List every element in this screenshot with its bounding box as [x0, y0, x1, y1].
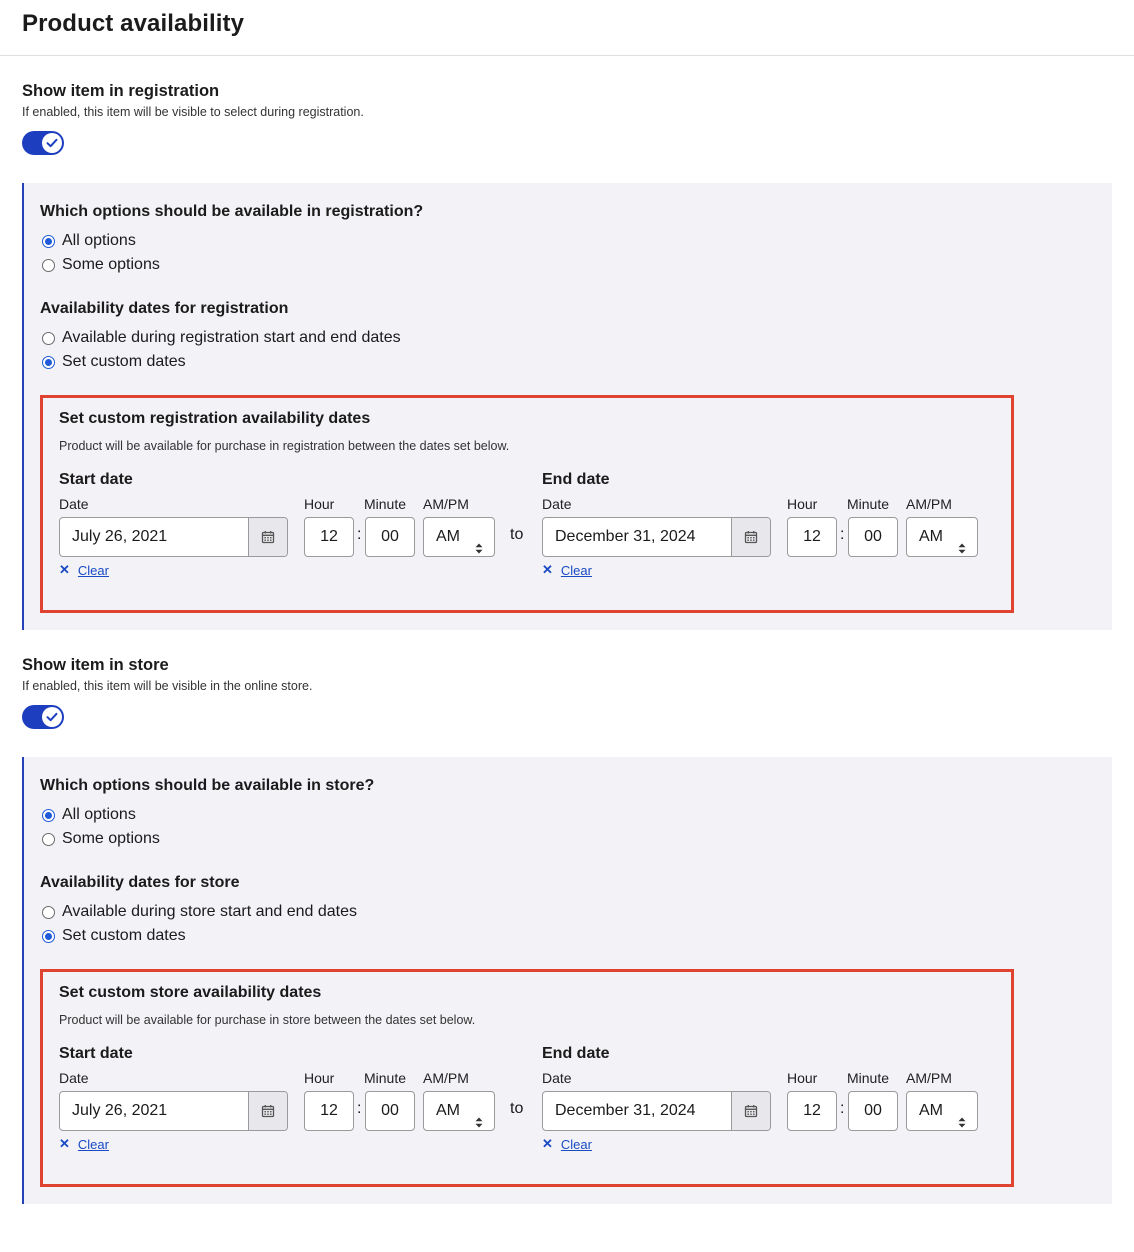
- calendar-icon[interactable]: [731, 518, 770, 556]
- radio-label: Available during registration start and end dates: [62, 329, 401, 346]
- time-separator: :: [357, 1100, 362, 1117]
- end-hour-label: Hour: [787, 496, 818, 512]
- start-date-value[interactable]: July 26, 2021: [72, 1102, 168, 1119]
- to-separator: to: [510, 526, 524, 543]
- close-icon: ✕: [59, 1136, 70, 1151]
- radio-indicator[interactable]: [42, 906, 55, 919]
- start-ampm-label: AM/PM: [423, 1070, 469, 1086]
- radio-indicator[interactable]: [42, 356, 55, 369]
- start-minute-label: Minute: [364, 1070, 407, 1086]
- end-minute-label: Minute: [847, 1070, 890, 1086]
- custom-dates-title: Set custom registration availability dates: [59, 410, 371, 427]
- radio-indicator[interactable]: [42, 833, 55, 846]
- title-divider: [0, 55, 1134, 56]
- radio-store-dates[interactable]: [42, 903, 357, 921]
- end-date-input[interactable]: [542, 1091, 771, 1131]
- end-clear-button[interactable]: [542, 1136, 592, 1152]
- radio-label: Some options: [62, 256, 160, 273]
- radio-indicator[interactable]: [42, 259, 55, 272]
- radio-indicator[interactable]: [42, 809, 55, 822]
- store-options-question: Which options should be available in store?: [40, 777, 375, 794]
- custom-dates-box: [40, 395, 1014, 613]
- end-minute-input[interactable]: 00: [848, 1091, 898, 1131]
- clear-link[interactable]: Clear: [77, 562, 109, 578]
- end-hour-input[interactable]: 12: [787, 1091, 837, 1131]
- start-ampm-value: AM: [436, 528, 460, 545]
- sort-arrows-icon: [958, 1105, 966, 1143]
- start-ampm-value: AM: [436, 1102, 460, 1119]
- end-date-value[interactable]: December 31, 2024: [555, 528, 696, 545]
- end-minute-label: Minute: [847, 496, 890, 512]
- radio-label: All options: [62, 806, 136, 823]
- sort-arrows-icon: [958, 531, 966, 569]
- clear-link[interactable]: Clear: [77, 1136, 109, 1152]
- to-separator: to: [510, 1100, 524, 1117]
- end-ampm-label: AM/PM: [906, 1070, 952, 1086]
- check-icon: [42, 133, 62, 153]
- radio-indicator[interactable]: [42, 930, 55, 943]
- start-minute-label: Minute: [364, 496, 407, 512]
- registration-options-question: Which options should be available in registration?: [40, 203, 424, 220]
- start-ampm-select[interactable]: [423, 517, 495, 557]
- registration-toggle-help: If enabled, this item will be visible to select during registration.: [22, 105, 364, 119]
- custom-dates-help: Product will be available for purchase in store between the dates set below.: [59, 1013, 476, 1027]
- custom-dates-title: Set custom store availability dates: [59, 984, 322, 1001]
- start-hour-input[interactable]: 12: [304, 1091, 354, 1131]
- calendar-icon[interactable]: [731, 1092, 770, 1130]
- start-hour-label: Hour: [304, 1070, 335, 1086]
- clear-link[interactable]: Clear: [560, 1136, 592, 1152]
- start-minute-input[interactable]: 00: [365, 517, 415, 557]
- clear-link[interactable]: Clear: [560, 562, 592, 578]
- store-toggle[interactable]: [22, 705, 64, 729]
- radio-custom-dates[interactable]: [42, 927, 186, 945]
- start-minute-input[interactable]: 00: [365, 1091, 415, 1131]
- end-date-heading: End date: [542, 471, 610, 488]
- start-ampm-label: AM/PM: [423, 496, 469, 512]
- radio-indicator[interactable]: [42, 235, 55, 248]
- registration-dates-question: Availability dates for registration: [40, 300, 289, 317]
- registration-options-panel: [22, 183, 1112, 630]
- radio-label: All options: [62, 232, 136, 249]
- radio-all-options[interactable]: [42, 806, 136, 824]
- start-clear-button[interactable]: [59, 562, 109, 578]
- end-ampm-select[interactable]: [906, 517, 978, 557]
- store-toggle-label: Show item in store: [22, 656, 169, 674]
- start-ampm-select[interactable]: [423, 1091, 495, 1131]
- radio-all-options[interactable]: [42, 232, 136, 250]
- sort-arrows-icon: [475, 531, 483, 569]
- store-options-panel: [22, 757, 1112, 1204]
- end-minute-input[interactable]: 00: [848, 517, 898, 557]
- close-icon: ✕: [542, 1136, 553, 1151]
- start-clear-button[interactable]: [59, 1136, 109, 1152]
- end-hour-label: Hour: [787, 1070, 818, 1086]
- start-hour-input[interactable]: 12: [304, 517, 354, 557]
- start-date-value[interactable]: July 26, 2021: [72, 528, 168, 545]
- custom-dates-help: Product will be available for purchase in registration between the dates set below.: [59, 439, 510, 453]
- time-separator: :: [840, 526, 845, 543]
- end-date-label: Date: [542, 1070, 572, 1086]
- radio-registration-dates[interactable]: [42, 329, 401, 347]
- calendar-icon[interactable]: [248, 518, 287, 556]
- registration-toggle[interactable]: [22, 131, 64, 155]
- store-toggle-help: If enabled, this item will be visible in the online store.: [22, 679, 313, 693]
- start-date-input[interactable]: [59, 1091, 288, 1131]
- page-title: Product availability: [22, 10, 245, 37]
- sort-arrows-icon: [475, 1105, 483, 1143]
- start-date-heading: Start date: [59, 471, 133, 488]
- radio-some-options[interactable]: [42, 830, 160, 848]
- start-hour-label: Hour: [304, 496, 335, 512]
- radio-indicator[interactable]: [42, 332, 55, 345]
- start-date-label: Date: [59, 496, 89, 512]
- end-date-label: Date: [542, 496, 572, 512]
- time-separator: :: [840, 1100, 845, 1117]
- end-ampm-value: AM: [919, 1102, 943, 1119]
- registration-toggle-label: Show item in registration: [22, 82, 220, 100]
- start-date-input[interactable]: [59, 517, 288, 557]
- store-dates-question: Availability dates for store: [40, 874, 240, 891]
- radio-label: Some options: [62, 830, 160, 847]
- check-icon: [42, 707, 62, 727]
- end-ampm-value: AM: [919, 528, 943, 545]
- time-separator: :: [357, 526, 362, 543]
- end-date-input[interactable]: [542, 517, 771, 557]
- end-date-heading: End date: [542, 1045, 610, 1062]
- end-date-value[interactable]: December 31, 2024: [555, 1102, 696, 1119]
- radio-label: Set custom dates: [62, 927, 186, 944]
- end-hour-input[interactable]: 12: [787, 517, 837, 557]
- end-ampm-select[interactable]: [906, 1091, 978, 1131]
- start-date-heading: Start date: [59, 1045, 133, 1062]
- close-icon: ✕: [542, 562, 553, 577]
- radio-label: Set custom dates: [62, 353, 186, 370]
- custom-dates-box: [40, 969, 1014, 1187]
- radio-some-options[interactable]: [42, 256, 160, 274]
- radio-label: Available during store start and end dates: [62, 903, 358, 920]
- calendar-icon[interactable]: [248, 1092, 287, 1130]
- radio-custom-dates[interactable]: [42, 353, 186, 371]
- start-date-label: Date: [59, 1070, 89, 1086]
- end-clear-button[interactable]: [542, 562, 592, 578]
- close-icon: ✕: [59, 562, 70, 577]
- end-ampm-label: AM/PM: [906, 496, 952, 512]
